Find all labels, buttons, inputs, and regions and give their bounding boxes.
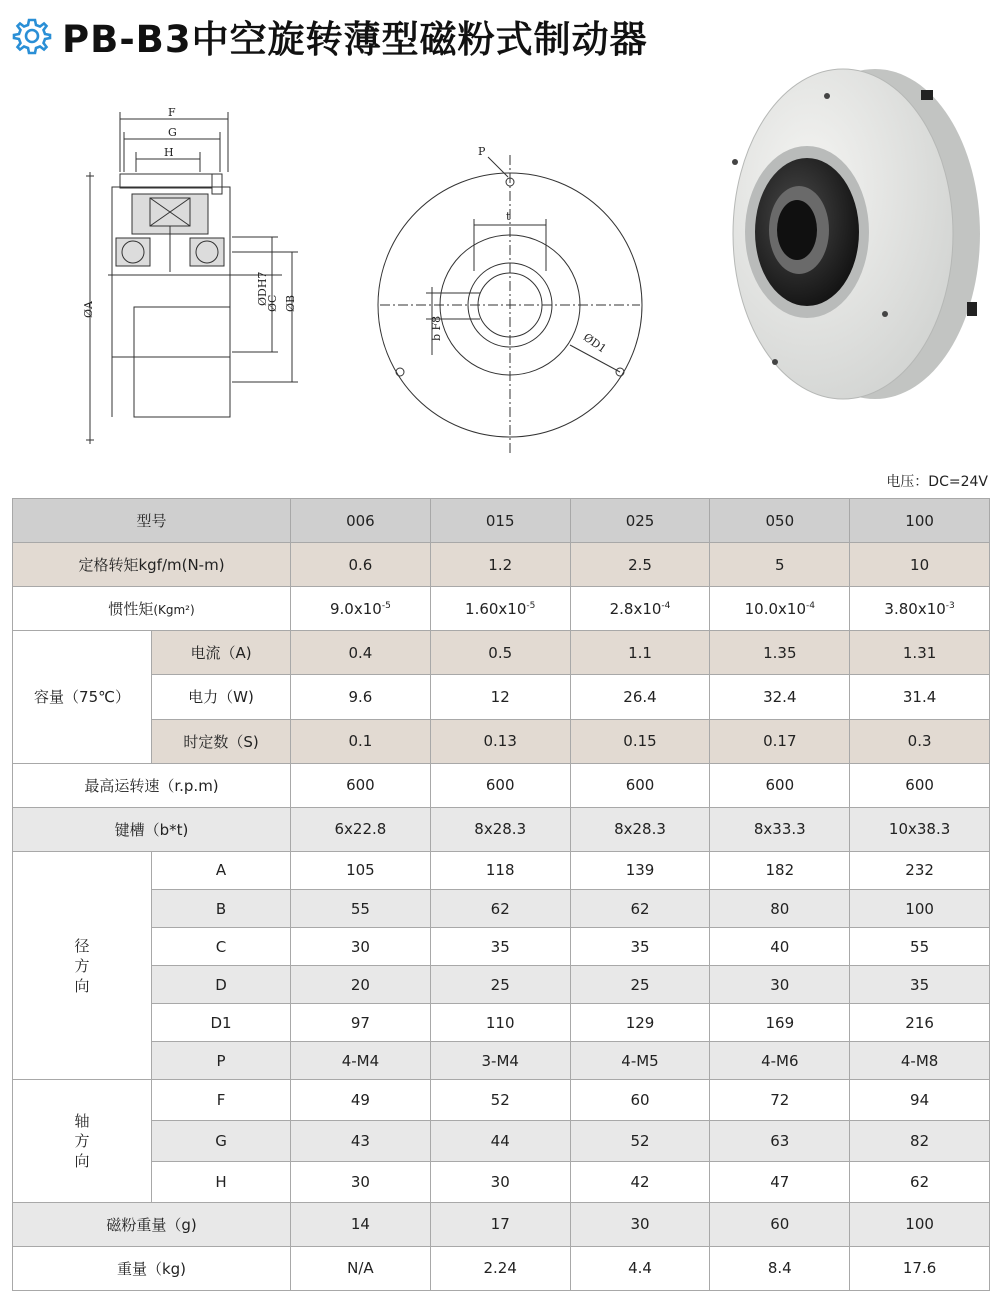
value-cell: 182 bbox=[710, 851, 850, 889]
table-row-dim-a bbox=[13, 851, 990, 889]
page-title: PB-B3中空旋转薄型磁粉式制动器 bbox=[62, 18, 648, 61]
table-row-dim-f bbox=[13, 1080, 990, 1121]
group-label-axial: 轴 方 向 bbox=[13, 1080, 152, 1202]
model-cell: 006 bbox=[291, 499, 431, 543]
row-label-time-constant: 时定数（S) bbox=[152, 719, 291, 763]
value-cell: 44 bbox=[430, 1121, 570, 1162]
row-label-dim: P bbox=[152, 1042, 291, 1080]
model-cell: 025 bbox=[570, 499, 710, 543]
gear-icon bbox=[12, 16, 52, 56]
value-cell: 25 bbox=[570, 966, 710, 1004]
value-cell: 600 bbox=[710, 763, 850, 807]
value-cell: 80 bbox=[710, 889, 850, 927]
inertia-label: 惯性矩 bbox=[108, 600, 154, 619]
value-cell: 4-M6 bbox=[710, 1042, 850, 1080]
dim-label-d1: ØD1 bbox=[580, 330, 609, 356]
inertia-unit: (Kgm²) bbox=[153, 603, 195, 618]
value-cell: 30 bbox=[430, 1161, 570, 1202]
value-cell: 55 bbox=[291, 889, 431, 927]
table-row-dim-h bbox=[13, 1161, 990, 1202]
value-cell: $2.8x10^{-4}$ bbox=[570, 587, 710, 631]
value-cell: 49 bbox=[291, 1080, 431, 1121]
value-cell: 0.4 bbox=[291, 631, 431, 675]
value-cell: 30 bbox=[710, 966, 850, 1004]
value-cell: 105 bbox=[291, 851, 431, 889]
value-cell: 110 bbox=[430, 1004, 570, 1042]
row-label-model: 型号 bbox=[13, 499, 291, 543]
spec-table bbox=[12, 498, 990, 1291]
row-label-dim: D1 bbox=[152, 1004, 291, 1042]
dim-label-bf8: b F8 bbox=[430, 315, 443, 341]
value-cell: 30 bbox=[291, 1161, 431, 1202]
value-cell: 10x38.3 bbox=[850, 807, 990, 851]
value-cell: 2.24 bbox=[430, 1246, 570, 1290]
value-cell: $3.80x10^{-3}$ bbox=[850, 587, 990, 631]
table-row-dim-g bbox=[13, 1121, 990, 1162]
value-cell: $9.0x10^{-5}$ bbox=[291, 587, 431, 631]
value-cell: 8x33.3 bbox=[710, 807, 850, 851]
value-cell: 0.15 bbox=[570, 719, 710, 763]
value-cell: 30 bbox=[291, 928, 431, 966]
value-cell: 26.4 bbox=[570, 675, 710, 719]
row-label-current: 电流（A) bbox=[152, 631, 291, 675]
value-cell: 47 bbox=[710, 1161, 850, 1202]
side-section-drawing bbox=[72, 102, 312, 462]
row-label-max-speed: 最高运转速（r.p.m) bbox=[13, 763, 291, 807]
dim-label-a: ØA bbox=[82, 301, 95, 318]
dim-label-g: G bbox=[168, 126, 177, 139]
value-cell: 5 bbox=[710, 543, 850, 587]
value-cell: 139 bbox=[570, 851, 710, 889]
value-cell: 4-M5 bbox=[570, 1042, 710, 1080]
table-row-model bbox=[13, 499, 990, 543]
value-cell: 14 bbox=[291, 1202, 431, 1246]
value-cell: 35 bbox=[850, 966, 990, 1004]
dim-label-f: F bbox=[168, 106, 176, 119]
value-cell: 232 bbox=[850, 851, 990, 889]
table-row-max-speed bbox=[13, 763, 990, 807]
table-row-power bbox=[13, 675, 990, 719]
value-cell: 600 bbox=[430, 763, 570, 807]
value-cell: 17 bbox=[430, 1202, 570, 1246]
row-label-dim: C bbox=[152, 928, 291, 966]
value-cell: 31.4 bbox=[850, 675, 990, 719]
value-cell: 0.13 bbox=[430, 719, 570, 763]
row-label-power: 电力（W) bbox=[152, 675, 291, 719]
row-label-dim: F bbox=[152, 1080, 291, 1121]
value-cell: 2.5 bbox=[570, 543, 710, 587]
value-cell: 600 bbox=[850, 763, 990, 807]
value-cell: 1.2 bbox=[430, 543, 570, 587]
model-cell: 015 bbox=[430, 499, 570, 543]
value-cell: 129 bbox=[570, 1004, 710, 1042]
table-row-keyway bbox=[13, 807, 990, 851]
value-cell: 4-M8 bbox=[850, 1042, 990, 1080]
dim-label-h: H bbox=[164, 146, 174, 159]
page-header bbox=[12, 10, 648, 62]
value-cell: 0.5 bbox=[430, 631, 570, 675]
table-row-weight bbox=[13, 1246, 990, 1290]
value-cell: 17.6 bbox=[850, 1246, 990, 1290]
value-cell: 0.3 bbox=[850, 719, 990, 763]
value-cell: 72 bbox=[710, 1080, 850, 1121]
value-cell: 8.4 bbox=[710, 1246, 850, 1290]
value-cell: 600 bbox=[291, 763, 431, 807]
value-cell: 1.35 bbox=[710, 631, 850, 675]
value-cell: 3-M4 bbox=[430, 1042, 570, 1080]
row-label-dim: D bbox=[152, 966, 291, 1004]
value-cell: 35 bbox=[430, 928, 570, 966]
value-cell: 63 bbox=[710, 1121, 850, 1162]
value-cell: 4.4 bbox=[570, 1246, 710, 1290]
value-cell: 6x22.8 bbox=[291, 807, 431, 851]
value-cell: 169 bbox=[710, 1004, 850, 1042]
value-cell: 0.6 bbox=[291, 543, 431, 587]
row-label-torque: 定格转矩kgf/m(N-m) bbox=[13, 543, 291, 587]
table-row-time-constant bbox=[13, 719, 990, 763]
row-label-powder-weight: 磁粉重量（g) bbox=[13, 1202, 291, 1246]
value-cell: 25 bbox=[430, 966, 570, 1004]
value-cell: N/A bbox=[291, 1246, 431, 1290]
row-label-inertia bbox=[13, 587, 291, 631]
value-cell: $1.60x10^{-5}$ bbox=[430, 587, 570, 631]
dim-label-b: ØB bbox=[284, 294, 297, 312]
value-cell: 1.1 bbox=[570, 631, 710, 675]
table-row-dim-p bbox=[13, 1042, 990, 1080]
front-view-drawing bbox=[370, 145, 650, 465]
row-label-dim: H bbox=[152, 1161, 291, 1202]
table-row-dim-b bbox=[13, 889, 990, 927]
value-cell: 100 bbox=[850, 889, 990, 927]
value-cell: 0.1 bbox=[291, 719, 431, 763]
row-label-dim: B bbox=[152, 889, 291, 927]
model-cell: 050 bbox=[710, 499, 850, 543]
row-label-weight: 重量（kg) bbox=[13, 1246, 291, 1290]
value-cell: 42 bbox=[570, 1161, 710, 1202]
value-cell: 97 bbox=[291, 1004, 431, 1042]
value-cell: 43 bbox=[291, 1121, 431, 1162]
value-cell: 52 bbox=[430, 1080, 570, 1121]
value-cell: 94 bbox=[850, 1080, 990, 1121]
voltage-note: 电压：DC=24V bbox=[886, 474, 988, 490]
value-cell: 9.6 bbox=[291, 675, 431, 719]
value-cell: 62 bbox=[850, 1161, 990, 1202]
table-row-inertia bbox=[13, 587, 990, 631]
value-cell: 8x28.3 bbox=[430, 807, 570, 851]
dim-label-dh7: ØDH7 bbox=[256, 271, 269, 306]
group-label-radial: 径 方 向 bbox=[13, 851, 152, 1080]
table-row-dim-c bbox=[13, 928, 990, 966]
value-cell: 1.31 bbox=[850, 631, 990, 675]
value-cell: 0.17 bbox=[710, 719, 850, 763]
value-cell: 12 bbox=[430, 675, 570, 719]
value-cell: 52 bbox=[570, 1121, 710, 1162]
value-cell: 62 bbox=[570, 889, 710, 927]
value-cell: 8x28.3 bbox=[570, 807, 710, 851]
table-row-current bbox=[13, 631, 990, 675]
value-cell: 82 bbox=[850, 1121, 990, 1162]
value-cell: 62 bbox=[430, 889, 570, 927]
value-cell: 20 bbox=[291, 966, 431, 1004]
value-cell: 216 bbox=[850, 1004, 990, 1042]
dim-label-p: P bbox=[478, 145, 486, 158]
table-row-powder-weight bbox=[13, 1202, 990, 1246]
value-cell: 32.4 bbox=[710, 675, 850, 719]
value-cell: 60 bbox=[570, 1080, 710, 1121]
table-row-dim-d bbox=[13, 966, 990, 1004]
row-label-dim: A bbox=[152, 851, 291, 889]
table-row-dim-d1 bbox=[13, 1004, 990, 1042]
dim-label-t: t bbox=[506, 210, 511, 223]
table-row-torque bbox=[13, 543, 990, 587]
model-cell: 100 bbox=[850, 499, 990, 543]
row-label-dim: G bbox=[152, 1121, 291, 1162]
value-cell: 60 bbox=[710, 1202, 850, 1246]
product-photo bbox=[715, 62, 990, 407]
value-cell: 600 bbox=[570, 763, 710, 807]
value-cell: $10.0x10^{-4}$ bbox=[710, 587, 850, 631]
value-cell: 30 bbox=[570, 1202, 710, 1246]
row-label-keyway: 键槽（b*t) bbox=[13, 807, 291, 851]
group-label-capacity: 容量（75℃） bbox=[13, 631, 152, 763]
value-cell: 10 bbox=[850, 543, 990, 587]
value-cell: 118 bbox=[430, 851, 570, 889]
value-cell: 100 bbox=[850, 1202, 990, 1246]
value-cell: 35 bbox=[570, 928, 710, 966]
value-cell: 40 bbox=[710, 928, 850, 966]
value-cell: 4-M4 bbox=[291, 1042, 431, 1080]
dim-label-c: ØC bbox=[266, 294, 279, 312]
value-cell: 55 bbox=[850, 928, 990, 966]
